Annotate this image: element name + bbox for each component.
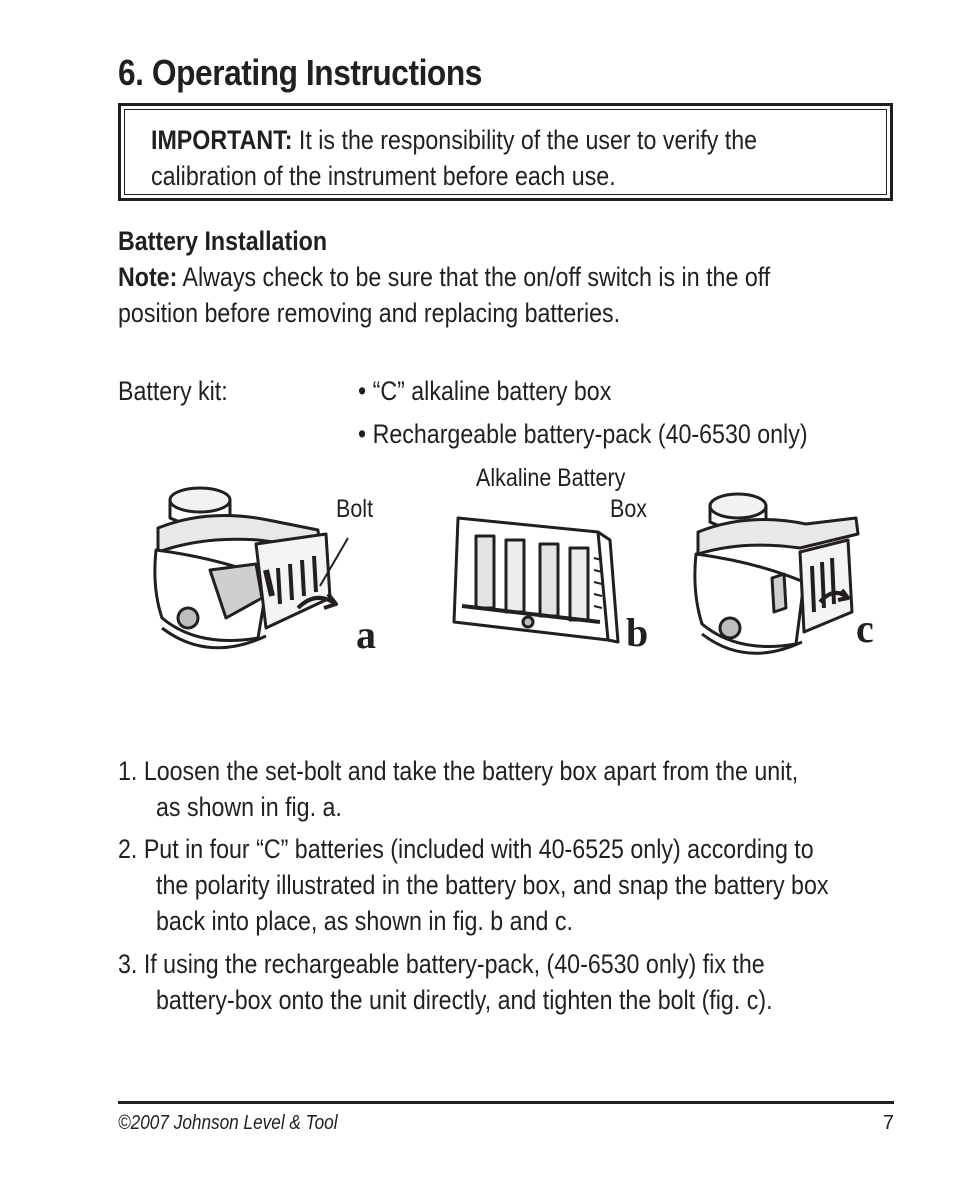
page-title: 6. Operating Instructions (118, 52, 482, 93)
laser-unit-figure-c (688, 482, 898, 668)
battery-kit-item: • “C” alkaline battery box (358, 376, 612, 406)
important-label: IMPORTANT: (151, 125, 293, 155)
important-line-2 (151, 158, 860, 194)
alkaline-box-label-1: Alkaline Battery (476, 464, 626, 492)
battery-kit-label: Battery kit: (118, 376, 228, 406)
important-text-1: It is the responsibility of the user to verify the (298, 125, 758, 155)
note-text-1: Always check to be sure that the on/off switch is in the off (182, 262, 771, 292)
important-notice-box (118, 103, 893, 201)
note-label: Note: (118, 262, 178, 292)
figure-letter-c: c (856, 606, 874, 651)
important-text-2: calibration of the instrument before each use. (151, 161, 616, 191)
alkaline-battery-box-figure-b (448, 510, 658, 660)
important-line-1 (151, 122, 860, 158)
step-item: 3. If using the rechargeable battery-pack, (40-6530 only) fix the battery-box onto the unit directly, and tighten the bolt (fig. c). (118, 949, 773, 1015)
note-text-2: position before removing and replacing batteries. (118, 298, 621, 328)
section-heading: Battery Installation (118, 226, 328, 256)
footer-divider (118, 1101, 894, 1104)
battery-note (118, 259, 876, 331)
figure-letter-b: b (626, 610, 649, 655)
step-item: 1. Loosen the set-bolt and take the battery box apart from the unit, as shown in fig. a. (118, 756, 799, 822)
step-item: 2. Put in four “C” batteries (included with 40-6525 only) according to the polarity illustrated in the battery box, and snap the battery box back into place, as shown in fig. b and c. (118, 834, 829, 936)
page-number: 7 (882, 1112, 894, 1134)
figure-letter-a: a (356, 612, 376, 657)
laser-unit-figure-a (148, 478, 388, 668)
footer-copyright: ©2007 Johnson Level & Tool (118, 1112, 338, 1134)
alkaline-box-label-2: Box (610, 495, 648, 523)
battery-kit-item: • Rechargeable battery-pack (40-6530 only) (358, 419, 808, 449)
bolt-label: Bolt (336, 495, 374, 523)
